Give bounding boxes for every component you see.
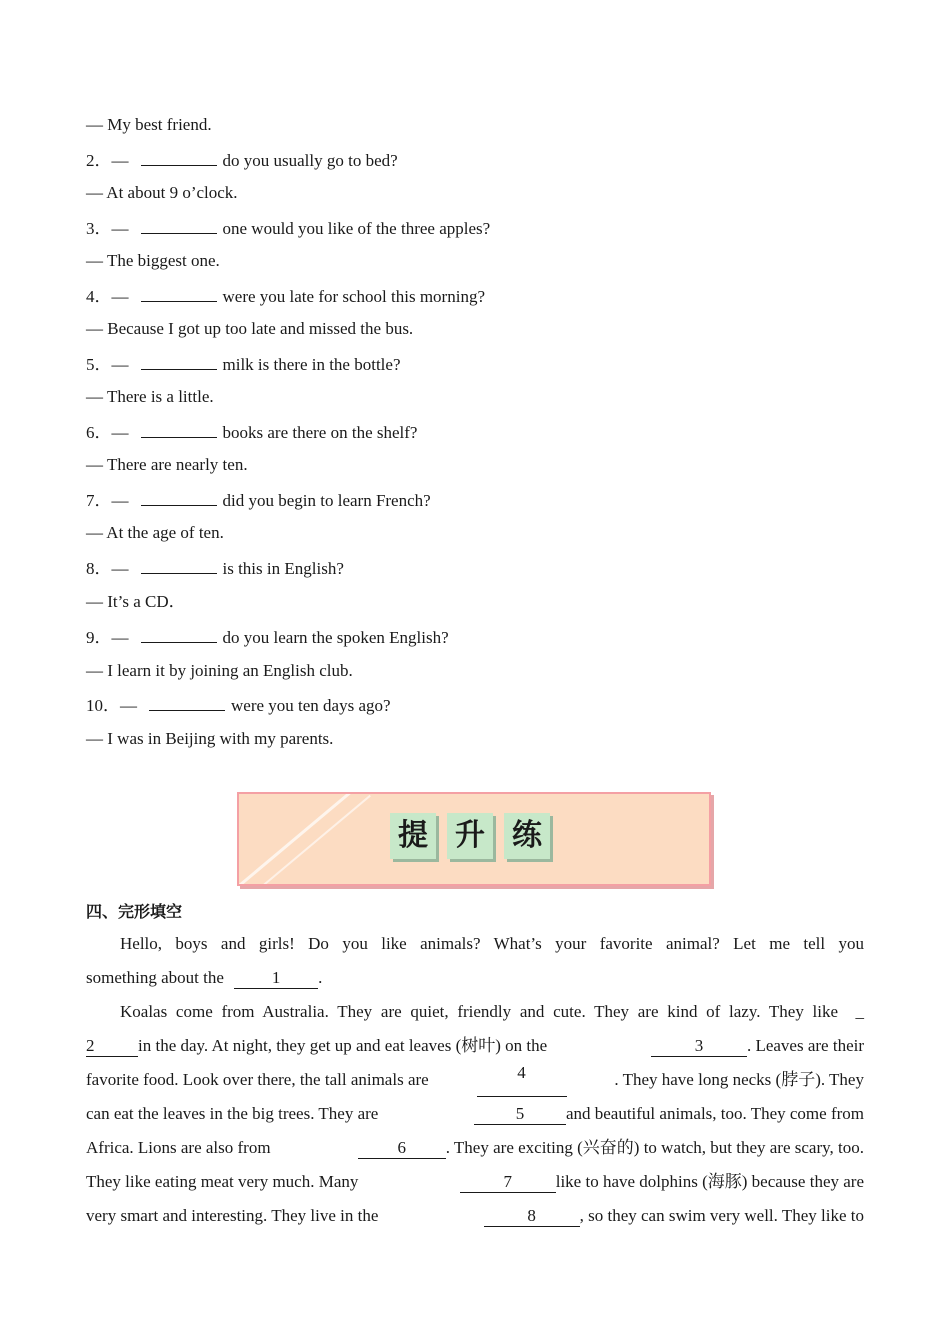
cloze-blank-1[interactable]: 1 (234, 968, 318, 989)
banner-char-tile: 练 (504, 813, 550, 859)
answer-blank[interactable] (141, 489, 217, 506)
answer-line: — At about 9 o’clock. (86, 183, 238, 202)
cloze-blank-7[interactable]: 7 (460, 1172, 556, 1193)
passage-line: can eat the leaves in the big trees. They are 5 and beautiful animals, too. They come from (86, 1104, 864, 1123)
question-9: 9．— do you learn the spoken English? (86, 628, 449, 647)
passage-line: They like eating meat very much. Many 7 like to have dolphins (海豚) because they are (86, 1172, 864, 1191)
section-title: 四、完形填空 (86, 902, 183, 921)
question-4: 4．— were you late for school this morning? (86, 287, 485, 306)
question-number: 4．— (86, 287, 129, 306)
question-number: 2．— (86, 151, 129, 170)
answer-blank[interactable] (141, 421, 217, 438)
answer-blank[interactable] (141, 285, 217, 302)
cloze-blank-8[interactable]: 8 (484, 1206, 580, 1227)
answer-line: — My best friend. (86, 115, 212, 134)
answer-line: — There are nearly ten. (86, 455, 248, 474)
answer-blank[interactable] (141, 149, 217, 166)
question-number: 3．— (86, 219, 129, 238)
answer-blank[interactable] (141, 217, 217, 234)
answer-line: — I learn it by joining an English club. (86, 661, 353, 680)
passage-line: something about the 1 . (86, 968, 323, 987)
question-3: 3．— one would you like of the three apples? (86, 219, 491, 238)
question-number: 10．— (86, 696, 137, 715)
answer-blank[interactable] (149, 694, 225, 711)
question-8: 8．— is this in English? (86, 559, 344, 578)
answer-line: — There is a little. (86, 387, 214, 406)
question-number: 6．— (86, 423, 129, 442)
passage-line: Africa. Lions are also from 6 . They are exciting (兴奋的) to watch, but they are scary, too. (86, 1138, 864, 1157)
passage-line: 2 in the day. At night, they get up and eat leaves (树叶) on the 3 . Leaves are their (86, 1036, 864, 1055)
answer-line: — Because I got up too late and missed the bus. (86, 319, 414, 338)
passage-line: favorite food. Look over there, the tall animals are 4 . They have long necks (脖子). They (86, 1063, 864, 1097)
cloze-blank-3[interactable]: 3 (651, 1036, 747, 1057)
passage-line: Koalas come from Australia. They are quiet, friendly and cute. They are kind of lazy. They like _ (120, 1002, 864, 1021)
passage-line: Hello, boys and girls! Do you like animals? What’s your favorite animal? Let me tell you (120, 934, 864, 953)
answer-blank[interactable] (141, 557, 217, 574)
question-number: 7．— (86, 491, 129, 510)
cloze-blank-4[interactable]: 4 (477, 1063, 567, 1097)
cloze-passage (86, 927, 864, 1233)
answer-line: — I was in Beijing with my parents. (86, 729, 334, 748)
question-number: 9．— (86, 628, 129, 647)
banner-char-tile: 升 (447, 813, 493, 859)
question-10: 10．— were you ten days ago? (86, 696, 391, 715)
banner-char-tile: 提 (390, 813, 436, 859)
question-5: 5．— milk is there in the bottle? (86, 355, 401, 374)
question-6: 6．— books are there on the shelf? (86, 423, 418, 442)
question-number: 5．— (86, 355, 129, 374)
answer-line: — At the age of ten. (86, 523, 224, 542)
answer-blank[interactable] (141, 353, 217, 370)
question-2: 2．— do you usually go to bed? (86, 151, 398, 170)
passage-line: very smart and interesting. They live in the 8 , so they can swim very well. They like to (86, 1206, 864, 1225)
question-number: 8．— (86, 559, 129, 578)
banner-stripe (247, 795, 371, 886)
answer-line: — It’s a CD． (86, 592, 186, 611)
answer-blank[interactable] (141, 626, 217, 643)
question-7: 7．— did you begin to learn French? (86, 491, 431, 510)
section-banner (237, 792, 711, 886)
cloze-blank-6[interactable]: 6 (358, 1138, 446, 1159)
answer-line: — The biggest one. (86, 251, 220, 270)
banner-stripe (237, 792, 361, 886)
cloze-blank-2[interactable]: 2 (86, 1036, 138, 1057)
cloze-blank-5[interactable]: 5 (474, 1104, 566, 1125)
